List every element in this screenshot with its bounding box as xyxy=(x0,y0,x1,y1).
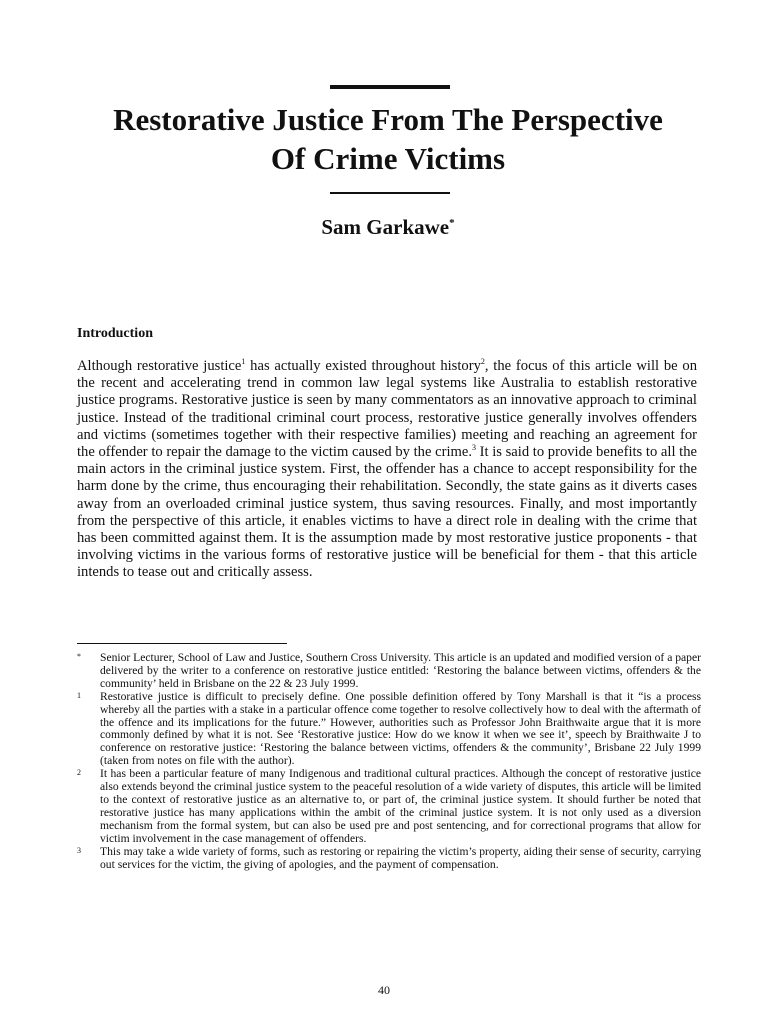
footnote-ref: 3 xyxy=(471,443,476,453)
footnote xyxy=(77,652,701,691)
footnote xyxy=(77,846,701,872)
article-title: Restorative Justice From The Perspective Of Crime Victims xyxy=(113,102,663,176)
footnote-ref: 1 xyxy=(241,357,246,367)
author-name: Sam Garkawe xyxy=(321,215,450,239)
page-number: 40 xyxy=(378,983,390,997)
footnote-mark: * xyxy=(77,652,81,661)
footnotes-list xyxy=(77,652,701,871)
title-top-rule xyxy=(330,85,450,89)
footnote-text: Senior Lecturer, School of Law and Justice, Southern Cross University. This article is an updated and modified version of a paper delivered by the writer to a conference on restorative justice entitled: ‘Restoring the balance between victims, offenders & the community’ held in Brisbane on the 22 & 23 July 1999. xyxy=(100,651,701,690)
footnote-mark: 3 xyxy=(77,845,81,855)
paragraph-text: has actually existed throughout history xyxy=(245,358,481,374)
introduction-paragraph xyxy=(77,358,697,582)
footnote-mark: 2 xyxy=(77,768,81,778)
section-heading: Introduction xyxy=(77,326,153,341)
footnote-mark: 1 xyxy=(77,690,81,700)
paragraph-text: , the focus of this article will be on the recent and accelerating trend in common law legal systems like Australia to establish restorative justice programs. Restorative justice is seen by many commentators as an innovative approach to criminal justice. Instead of the traditional criminal court process, restorative justice generally involves offenders and victims (sometimes together with their respective families) meeting and reaching an agreement for the offender to repair the damage to the victim caused by the crime. xyxy=(77,358,697,461)
footnote-text: It has been a particular feature of many Indigenous and traditional cultural practices. Although the concept of restorative justice also extends beyond the criminal justice system to the peaceful resolution of a wide variety of disputes, this article will be limited to the context of restorative justice as an alternative to, or part of, the criminal justice system. It should further be noted that restorative justice has many applications within the ambit of the criminal justice system. It is not only used as a diversion mechanism from the formal system, but can also be used pre and post sentencing, and for correctional programs that allow for victim involvement in the case management of offenders. xyxy=(100,767,701,845)
author-byline xyxy=(100,212,676,242)
footnote-text: Restorative justice is difficult to precisely define. One possible definition offered by Tony Marshall is that it “is a process whereby all the parties with a stake in a particular offence come together to resolve collectively how to deal with the aftermath of the offence and its implications for the future.” However, authorities such as Professor John Braithwaite argue that it is more commonly defined by what it is not. See ‘Restorative justice: How do we know it when we see it’, speech by Braithwaite J to conference on restorative justice: ‘Restoring the balance between victims, offenders & the community’, Brisbane 22 July 1999 (taken from notes on file with the author). xyxy=(100,689,701,768)
title-bottom-rule xyxy=(330,192,450,194)
footnote-ref: 2 xyxy=(480,357,485,367)
footnote-text: This may take a wide variety of forms, such as restoring or repairing the victim’s property, aiding their sense of security, carrying out services for the victim, the giving of apologies, and the payment of compensation. xyxy=(100,844,701,871)
footnote-separator xyxy=(77,643,287,644)
author-footnote-mark: * xyxy=(449,217,455,229)
footnote xyxy=(77,691,701,768)
paragraph-text: Although restorative justice xyxy=(77,358,242,374)
paragraph-text: It is said to provide benefits to all the main actors in the criminal justice system. First, the offender has a chance to accept responsibility for the harm done by the crime, thus encouraging their rehabilitation. Secondly, the state gains as it diverts cases away from an overloaded criminal justice system, thus saving resources. Finally, and most importantly from the perspective of this article, it enables victims to have a direct role in dealing with the crime that has been committed against them. It is the assumption made by most restorative justice proponents - that involving victims in the various forms of restorative justice will be beneficial for them - that this article intends to tease out and critically assess. xyxy=(77,444,697,581)
footnote xyxy=(77,768,701,845)
